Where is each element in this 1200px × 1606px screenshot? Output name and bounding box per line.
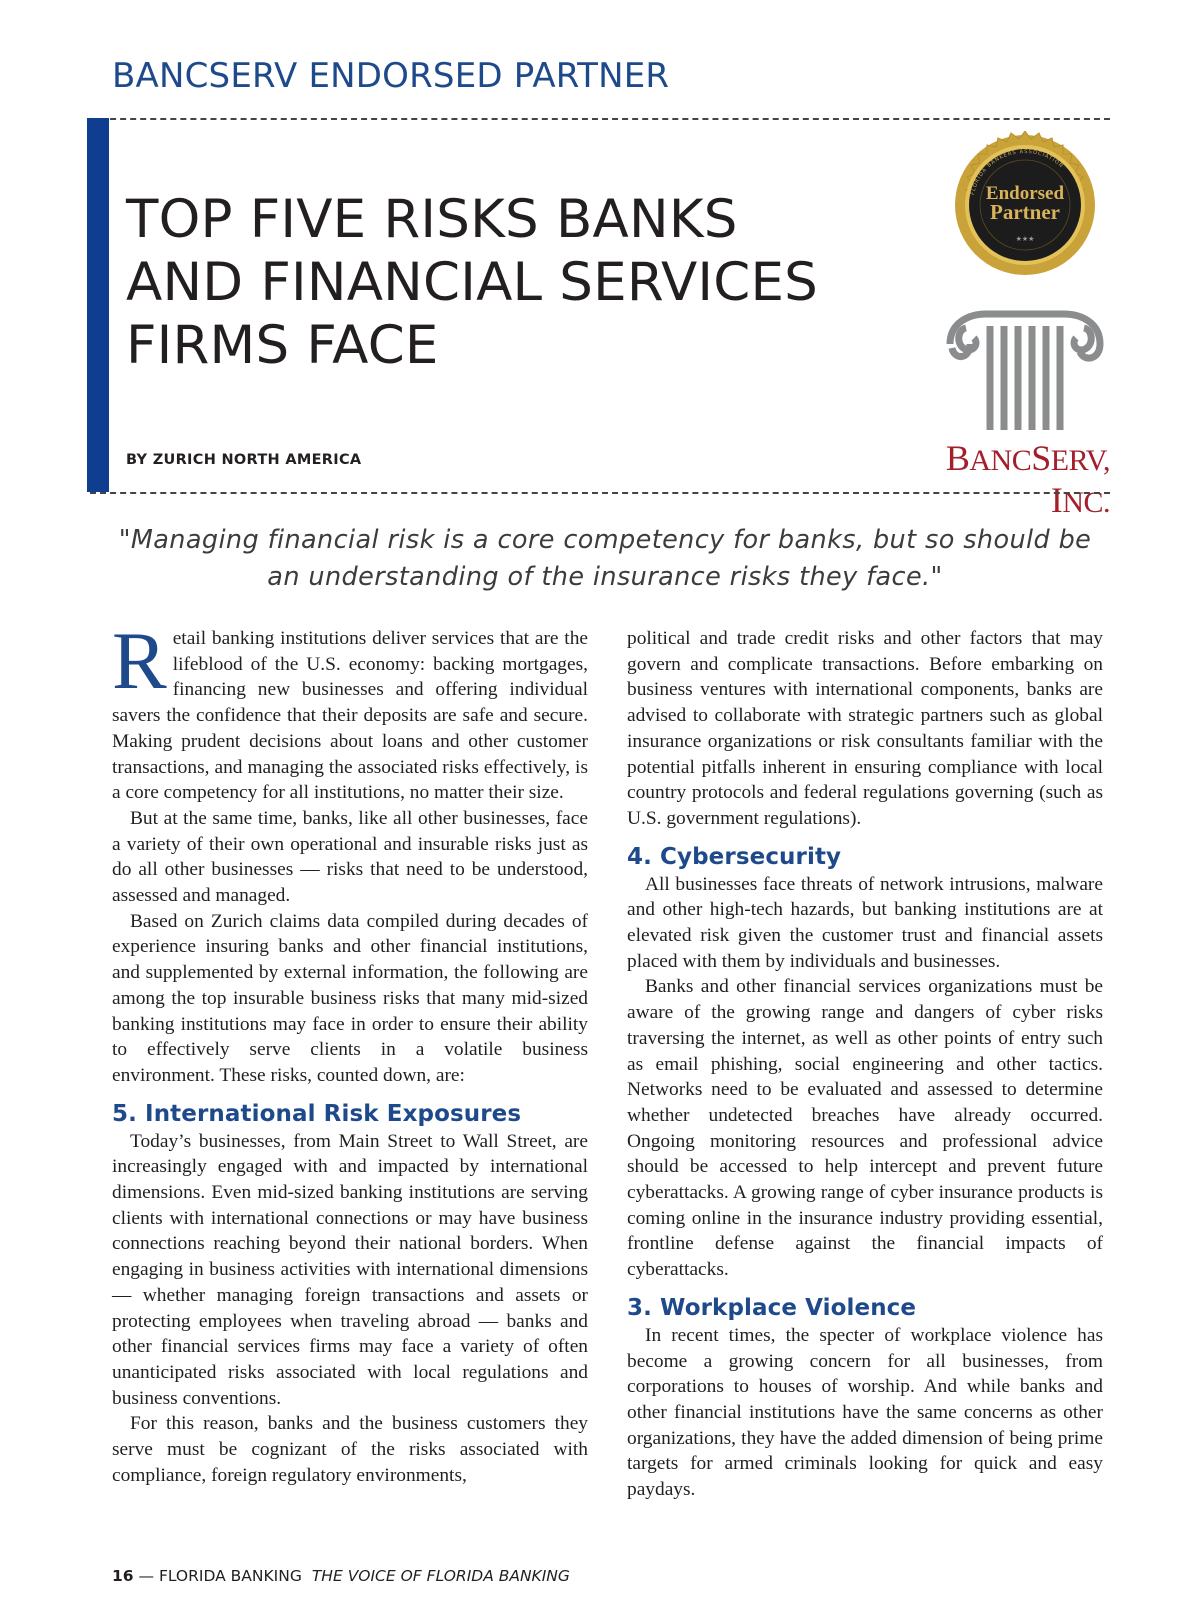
page-number: 16 [112, 1567, 134, 1585]
paragraph: For this reason, banks and the business customers they serve must be cognizant of the risks associated with compliance, foreign regulatory environments, [112, 1413, 588, 1486]
endorsed-partner-badge [951, 131, 1099, 279]
page-footer: 16 — FLORIDA BANKING THE VOICE OF FLORIDA BANKING [112, 1567, 570, 1585]
bancserv-wordmark: BANCSERV, INC. [945, 438, 1110, 520]
section-header: BANCSERV ENDORSED PARTNER [112, 56, 670, 96]
pillar-icon [946, 304, 1104, 434]
publication-name: FLORIDA BANKING [158, 1567, 302, 1585]
pull-quote: "Managing financial risk is a core competency for banks, but so should be an understanding of the insurance risks they face." [118, 525, 1092, 592]
left-column [112, 615, 588, 1489]
badge-seal-icon [951, 131, 1099, 279]
paragraph: political and trade credit risks and other factors that may govern and complicate transactions. Before embarking on business ventures with international components, banks are advised to collaborate with strategic partners such as global insurance organizations or risk consultants familiar with the potential pitfalls inherent in ensuring compliance with local country protocols and federal regulations governing (such as U.S. government regulations). [627, 628, 1103, 829]
heading-workplace-violence: 3. Workplace Violence [627, 1294, 917, 1321]
svg-text:FLORIDA BANKERS ASSOCIATION: FLORIDA BANKERS ASSOCIATION [969, 148, 1065, 196]
right-column [627, 626, 1103, 1503]
bancserv-pillar-logo [946, 304, 1104, 434]
paragraph: All businesses face threats of network intrusions, malware and other high-tech hazards, but banking institutions are at elevated risk given the customer trust and financial assets placed with them by individuals and businesses. [627, 873, 1103, 972]
byline: BY ZURICH NORTH AMERICA [126, 452, 362, 468]
badge-line1: Endorsed [985, 183, 1065, 204]
paragraph: Based on Zurich claims data compiled during decades of experience insuring banks and other financial institutions, and supplemented by external information, the following are among the top insurable business risks that many mid-sized banking institutions may face in order to ensure their ability to effectively serve clients in a volatile business environment. These risks, counted down, are: [112, 910, 588, 1086]
badge-stars: ★★★ [1015, 235, 1035, 243]
top-dashed-divider [90, 118, 1110, 120]
article-title: TOP FIVE RISKS BANKS AND FINANCIAL SERVICES FIRMS FACE [126, 189, 818, 376]
heading-cybersecurity: 4. Cybersecurity [627, 843, 842, 870]
publication-tagline: THE VOICE OF FLORIDA BANKING [311, 1567, 570, 1585]
paragraph: Banks and other financial services organizations must be aware of the growing range and dangers of cyber risks traversing the internet, as well as other points of entry such as email phishing, social engineering and other tactics. Networks need to be evaluated and assessed to determine whether undetected breaches have already occurred. Ongoing monitoring resources and professional advice should be accessed to help intercept and prevent future cyberattacks. A growing range of cyber insurance products is coming online in the insurance industry providing essential, frontline defense against the financial impacts of cyberattacks. [627, 976, 1103, 1281]
paragraph: In recent times, the specter of workplace violence has become a growing concern for all businesses, from corporations to houses of worship. And while banks and other financial institutions have the same concerns as other organizations, they have the added dimension of being prime targets for armed criminals looking for quick and easy paydays. [627, 1324, 1103, 1501]
drop-cap: R [112, 615, 167, 706]
paragraph: But at the same time, banks, like all other businesses, face a variety of their own operational and insurable risks just as do all other businesses — risks that need to be understood, assessed and managed. [112, 807, 588, 907]
bottom-dashed-divider [90, 492, 1110, 494]
badge-line2: Partner [990, 200, 1060, 224]
title-accent-bar [87, 118, 109, 492]
heading-international-risk: 5. International Risk Exposures [112, 1100, 522, 1127]
intro-paragraph: Retail banking institutions deliver services that are the lifeblood of the U.S. economy: backing mortgages, financing new businesses and offering individual savers the confidence that their deposits are safe and secure. Making prudent decisions about loans and other customer transactions, and managing the associated risks effectively, is a core competency for all institutions, no matter their size. [112, 615, 588, 804]
paragraph: Today’s businesses, from Main Street to Wall Street, are increasingly engaged with and impacted by international dimensions. Even mid-sized banking institutions are serving clients with international connections or may have business connections reaching beyond their national borders. When engaging in business activities with international dimensions — whether managing foreign transactions and assets or protecting employees when traveling abroad — banks and other financial services firms may face a variety of often unanticipated risks associated with local regulations and business conventions. [112, 1130, 588, 1409]
